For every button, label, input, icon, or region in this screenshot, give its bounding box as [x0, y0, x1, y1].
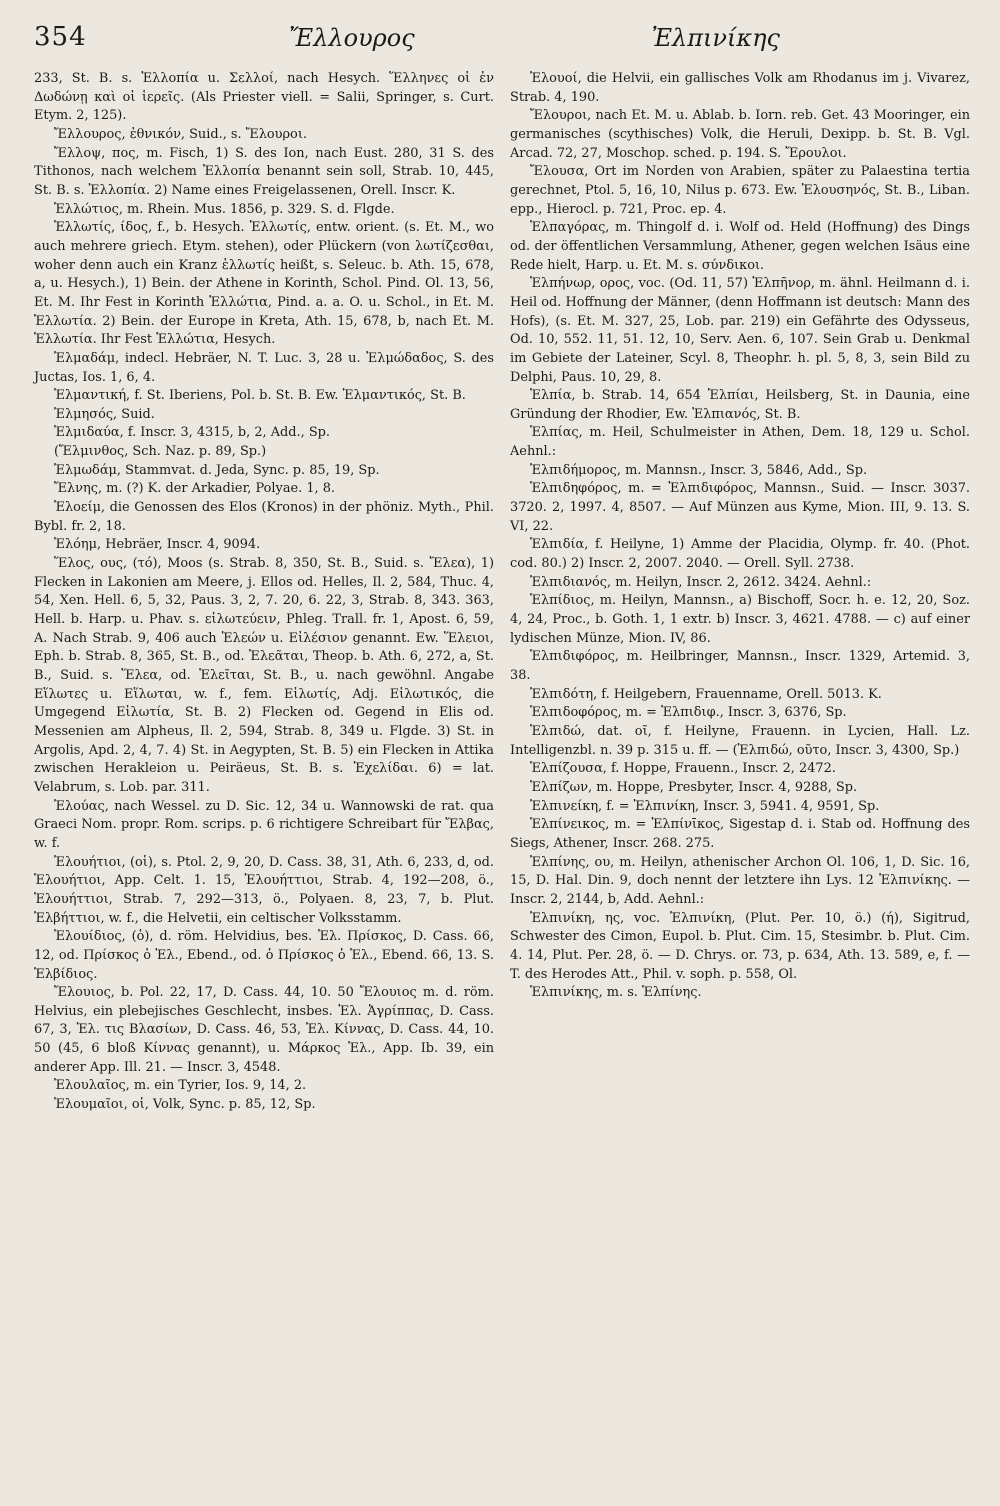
dictionary-entry: Ἐλπιδοφόρος, m. = Ἐλπιδιφ., Inscr. 3, 6376, Sp.	[530, 705, 847, 721]
dictionary-entry: Ἕλος, ους, (τό), Moos (s. Strab. 8, 350, St. B., Suid. s. Ἔλεα), 1) Flecken in Lakonien am Meere, j. Ellos od. Helles, Il. 2, 584, Thuc. 4, 54, Xen. Hell. 6, 5, 32, Paus. 3, 2, 7. 20, 6. 22, 3, Strab. 8, 343. 363, Hell. b. Harp. u. Phav. s. εἱλωτεύειν, Phleg. Trall. fr. 1, Apost. 6, 59, A. Nach Strab. 9, 406 auch Ἑλεών u. Εἰλέσιον genannt. Ew. Ἕλειοι, Eph. b. Strab. 8, 365, St. B., od. Ἑλεᾶται, Theop. b. Ath. 6, 272, a, St. B., Suid. s. Ἕλεα, od. Ἑλεῖται, St. B., u. nach gewöhnl. Angabe Εἵλωτες u. Εἵλωται, w. f., fem. Εἱλωτίς, Adj. Εἱλωτικός, die Umgegend Εἱλωτία, St. B. 2) Flecken od. Gegend in Elis od. Messenien am Alpheus, Il. 2, 594, Strab. 8, 349 u. Flgde. 3) St. in Argolis, Apd. 2, 4, 7. 4) St. in Aegypten, St. B. 5) ein Flecken in Attika zwischen Herakleion u. Peiräeus, St. B. s. Ἐχελίδαι. 6) = lat. Velabrum, s. Lob. par. 311.	[34, 556, 494, 795]
dictionary-entry: Ἐλπίζουσα, f. Hoppe, Frauenn., Inscr. 2, 2472.	[530, 761, 836, 777]
left-running-headword: Ἔλλουρος	[289, 24, 415, 52]
dictionary-entry: Ἑλλωτίς, ίδος, f., b. Hesych. Ἑλλωτίς, entw. orient. (s. Et. M., wo auch mehrere griech. Etym. stehen), oder Plückern (von λωτίζεσθαι, woher denn auch ein Kranz ἑλλωτίς heißt, s. Seleuc. b. Ath. 15, 678, a, u. Hesych.), 1) Bein. der Athene in Korinth, Schol. Pind. Ol. 13, 56, Et. M. Ihr Fest in Korinth Ἑλλώτια, Pind. a. a. O. u. Schol., in Et. M. Ἑλλωτία. 2) Bein. der Europe in Kreta, Ath. 15, 678, b, nach Et. M. Ἑλλωτία. Ihr Fest Ἑλλώτια, Hesych.	[34, 220, 494, 348]
dictionary-entry: Ἐλμησός, Suid.	[54, 406, 155, 422]
dictionary-entry: Ἐλούας, nach Wessel. zu D. Sic. 12, 34 u. Wannowski de rat. qua Graeci Nom. propr. Rom. scrips. p. 6 richtigere Schreibart für Ἔλβας, w. f.	[34, 798, 494, 851]
dictionary-entry: Ἐλουοί, die Helvii, ein gallisches Volk am Rhodanus im j. Vivarez, Strab. 4, 190.	[510, 71, 970, 105]
dictionary-entry: Ἐλπινίκης, m. s. Ἐλπίνης.	[530, 985, 702, 1001]
dictionary-entry: Ἐλουήτιοι, (οἱ), s. Ptol. 2, 9, 20, D. Cass. 38, 31, Ath. 6, 233, d, od. Ἐλουήτιοι, App. Celt. 1. 15, Ἐλουήττιοι, Strab. 4, 192—208, ö., Ἐλουήττιοι, Strab. 7, 292—313, ö., Polyaen. 8, 23, 7, b. Plut. Ἐλβήττιοι, w. f., die Helvetii, ein celtischer Volksstamm.	[34, 854, 494, 926]
dictionary-entry: Ἑλλώτιος, m. Rhein. Mus. 1856, p. 329. S. d. Flgde.	[54, 201, 395, 217]
dictionary-entry: Ἐλουλαῖος, m. ein Tyrier, Ios. 9, 14, 2.	[54, 1078, 307, 1094]
dictionary-entry: Ἐλπαγόρας, m. Thingolf d. i. Wolf od. Held (Hoffnung) des Dings od. der öffentlichen Versammlung, Athener, gegen welchen Isäus eine Rede hielt, Harp. u. Et. M. s. σύνδικοι.	[510, 220, 970, 273]
running-header	[34, 22, 970, 72]
dictionary-entry: Ἔλουιος, b. Pol. 22, 17, D. Cass. 44, 10. 50 Ἔλουιος m. d. röm. Helvius, ein plebejisches Geschlecht, insbes. Ἐλ. Ἀγρίππας, D. Cass. 67, 3, Ἐλ. τις Βλασίων, D. Cass. 46, 53, Ἐλ. Κίννας, D. Cass. 44, 10. 50 (45, 6 bloß Κίννας genannt), u. Μάρκος Ἐλ., App. Ib. 39, ein anderer App. Ill. 21. — Inscr. 3, 4548.	[34, 985, 494, 1075]
dictionary-entry: Ἐλπίνης, ου, m. Heilyn, athenischer Archon Ol. 106, 1, D. Sic. 16, 15, D. Hal. Din. 9, doch nennt der letztere ihn Lys. 12 Ἐλπινίκης. — Inscr. 2, 2144, b, Add. Aehnl.:	[510, 854, 970, 907]
dictionary-entry: Ἐλπιδήμορος, m. Mannsn., Inscr. 3, 5846, Add., Sp.	[530, 462, 868, 478]
dictionary-entry: Ἐλπινίκη, ης, voc. Ἐλπινίκη, (Plut. Per. 10, ö.) (ή), Sigitrud, Schwester des Cimon, Eupol. b. Plut. Cim. 15, Stesimbr. b. Plut. Cim. 4. 14, Plut. Per. 28, ö. — D. Chrys. or. 73, p. 634, Ath. 13. 589, e, f. — T. des Herodes Att., Phil. v. soph. p. 558, Ol.	[510, 910, 970, 982]
dictionary-entry: Ἐλπίδιος, m. Heilyn, Mannsn., a) Bischoff, Socr. h. e. 12, 20, Soz. 4, 24, Proc., b. Goth. 1, 1 extr. b) Inscr. 3, 4621. 4788. — c) auf einer lydischen Münze, Mion. IV, 86.	[510, 593, 970, 646]
dictionary-entry: Ἔλνης, m. (?) K. der Arkadier, Polyae. 1, 8.	[54, 481, 336, 497]
dictionary-entry: Ἐλπίνεικος, m. = Ἐλπίνῑκος, Sigestap d. i. Stab od. Hoffnung des Siegs, Athener, Inscr. 268. 275.	[510, 817, 970, 851]
dictionary-entry: Ἐλπίας, m. Heil, Schulmeister in Athen, Dem. 18, 129 u. Schol. Aehnl.:	[510, 425, 970, 460]
dictionary-entry: Ἐλπία, b. Strab. 14, 654 Ἐλπίαι, Heilsberg, St. in Daunia, eine Gründung der Rhodier, Ew. Ἐλπιανός, St. B.	[510, 388, 970, 422]
dictionary-entry: Ἐλμιδαύα, f. Inscr. 3, 4315, b, 2, Add., Sp.	[54, 425, 331, 441]
dictionary-entry: Ἐλπιδιανός, m. Heilyn, Inscr. 2, 2612. 3424. Aehnl.:	[530, 574, 872, 590]
dictionary-entry: Ἐλμαντική, f. St. Iberiens, Pol. b. St. B. Ew. Ἐλμαντικός, St. B.	[54, 388, 466, 404]
dictionary-entry: Ἐλουίδιος, (ὁ), d. röm. Helvidius, bes. Ἐλ. Πρίσκος, D. Cass. 66, 12, od. Πρίσκος ὁ Ἐλ., Ebend., od. ὁ Πρίσκος ὁ Ἐλ., Ebend. 66, 13. S. Ἑλβίδιος.	[34, 929, 494, 982]
dictionary-entry: 233, St. B. s. Ἑλλοπία u. Σελλοί, nach Hesych. Ἕλληνες οἱ ἐν Δωδώνῃ καὶ οἱ ἱερεῖς. (Als Priester viell. = Salii, Springer, s. Curt. Etym. 2, 125).	[34, 71, 494, 124]
dictionary-entry: Ἐλπιδία, f. Heilyne, 1) Amme der Placidia, Olymp. fr. 40. (Phot. cod. 80.) 2) Inscr. 2, 2007. 2040. — Orell. Syll. 2738.	[510, 537, 970, 572]
dictionary-entry: Ἐλμαδάμ, indecl. Hebräer, N. T. Luc. 3, 28 u. Ἐλμώδαδος, S. des Juctas, Ios. 1, 6, 4.	[34, 350, 494, 385]
dictionary-entry: Ἐλπιδηφόρος, m. = Ἐλπιδιφόρος, Mannsn., Suid. — Inscr. 3037. 3720. 2, 1997. 4, 8507. — Auf Münzen aus Kyme, Mion. III, 9. 13. S. VI, 22.	[510, 481, 970, 534]
left-column	[34, 70, 494, 1115]
dictionary-entry: Ἐλπίζων, m. Hoppe, Presbyter, Inscr. 4, 9288, Sp.	[530, 779, 858, 795]
dictionary-entry: Ἐλουμαῖοι, οἱ, Volk, Sync. p. 85, 12, Sp.	[54, 1097, 316, 1113]
right-column	[510, 70, 970, 1115]
right-running-headword: Ἐλπινίκης	[651, 24, 780, 52]
dictionary-entry: Ἐλπιδώ, dat. οῖ, f. Heilyne, Frauenn. in Lycien, Hall. Lz. Intelligenzbl. n. 39 p. 315 u. ff. — (Ἐλπιδώ, οῦτο, Inscr. 3, 4300, Sp.)	[510, 723, 970, 758]
dictionary-entry: Ἐλπιδότη, f. Heilgebern, Frauenname, Orell. 5013. K.	[530, 686, 882, 702]
dictionary-entry: Ἐλόημ, Hebräer, Inscr. 4, 9094.	[54, 537, 261, 553]
dictionary-entry: Ἔλλοψ, πος, m. Fisch, 1) S. des Ion, nach Eust. 280, 31 S. des Tithonos, nach welchem Ἐλλοπία benannt sein soll, Strab. 10, 445, St. B. s. Ἐλλοπία. 2) Name eines Freigelassenen, Orell. Inscr. K.	[34, 145, 494, 198]
dictionary-entry: Ἔλουσα, Ort im Norden von Arabien, später zu Palaestina tertia gerechnet, Ptol. 5, 16, 10, Nilus p. 673. Ew. Ἐλουσηνός, St. B., Liban. epp., Hierocl. p. 721, Proc. ep. 4.	[510, 164, 970, 217]
dictionary-entry: Ἐλμωδάμ, Stammvat. d. Jeda, Sync. p. 85, 19, Sp.	[54, 462, 380, 478]
dictionary-entry: (Ἔλμινθος, Sch. Naz. p. 89, Sp.)	[54, 444, 267, 460]
dictionary-entry: Ἔλλουρος, ἐθνικόν, Suid., s. Ἔλουροι.	[54, 126, 307, 142]
dictionary-entry: Ἐλοείμ, die Genossen des Elos (Kronos) in der phöniz. Myth., Phil. Bybl. fr. 2, 18.	[34, 500, 494, 534]
dictionary-entry: Ἐλπινείκη, f. = Ἐλπινίκη, Inscr. 3, 5941. 4, 9591, Sp.	[530, 798, 880, 814]
dictionary-entry: Ἐλπήνωρ, ορος, voc. (Od. 11, 57) Ἐλπῆνορ, m. ähnl. Heilmann d. i. Heil od. Hoffnung der Männer, (denn Hoffmann ist deutsch: Mann des Hofs), (s. Et. M. 327, 25, Lob. par. 219) ein Gefährte des Odysseus, Od. 10, 552. 11, 51. 12, 10, Serv. Aen. 6, 107. Sein Grab u. Denkmal im Gebiete der Lateiner, Scyl. 8, Theophr. h. pl. 5, 8, 3, sein Bild zu Delphi, Paus. 10, 29, 8.	[510, 276, 970, 385]
dictionary-entry: Ἐλπιδιφόρος, m. Heilbringer, Mannsn., Inscr. 1329, Artemid. 3, 38.	[510, 649, 970, 683]
page-number: 354	[34, 22, 87, 52]
dictionary-entry: Ἔλουροι, nach Et. M. u. Ablab. b. Iorn. reb. Get. 43 Mooringer, ein germanisches (scythisches) Volk, die Heruli, Dexipp. b. St. B. Vgl. Arcad. 72, 27, Moschop. sched. p. 194. S. Ἔρουλοι.	[510, 108, 970, 161]
